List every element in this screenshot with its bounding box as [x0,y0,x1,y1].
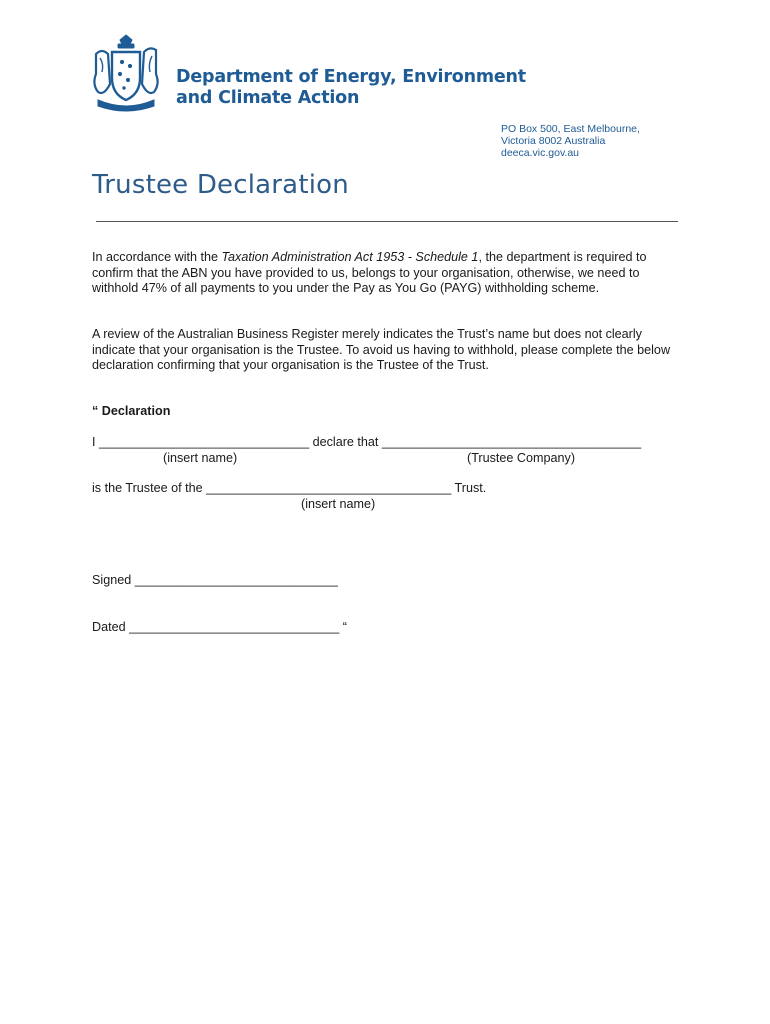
declarant-line[interactable]: I ______________________________ declare that _____________________________________ [92,435,642,449]
department-name-line1: Department of Energy, Environment [176,67,526,87]
dated-line[interactable]: Dated ______________________________ “ [92,620,347,634]
document-title: Trustee Declaration [92,170,349,200]
signed-line[interactable]: Signed _____________________________ [92,573,338,587]
department-name-line2: and Climate Action [176,88,360,108]
intro-text-start: In accordance with the [92,250,222,264]
intro-paragraph [92,250,682,297]
trustee-company-hint: (Trustee Company) [467,451,576,465]
trust-name-hint: (insert name) [301,497,376,511]
website-link[interactable]: deeca.vic.gov.au [501,147,580,159]
declaration-heading: “ Declaration [92,404,171,418]
act-reference: Taxation Administration Act 1953 - Schedule 1 [221,250,479,264]
insert-name-hint: (insert name) [163,451,238,465]
department-name [176,67,526,109]
title-divider [96,221,678,222]
address-line-1: PO Box 500, East Melbourne, [501,123,640,135]
intro-text-end: , the department is required to confirm that the ABN you have provided to us, belongs to your organisation, otherwise, we need to withhold 47% of all payments to you under the Pay as You Go (PAYG) withholding scheme. [92,250,647,295]
postal-address [501,123,640,159]
review-paragraph: A review of the Australian Business Register merely indicates the Trust’s name but does not clearly indicate that your organisation is the Trustee. To avoid us having to withhold, please complete the below declaration confirming that your organisation is the Trustee of the Trust. [92,327,671,372]
address-line-2: Victoria 8002 Australia [501,135,606,147]
trust-line[interactable]: is the Trustee of the ___________________________________ Trust. [92,481,487,495]
coat-of-arms-logo [90,34,162,116]
